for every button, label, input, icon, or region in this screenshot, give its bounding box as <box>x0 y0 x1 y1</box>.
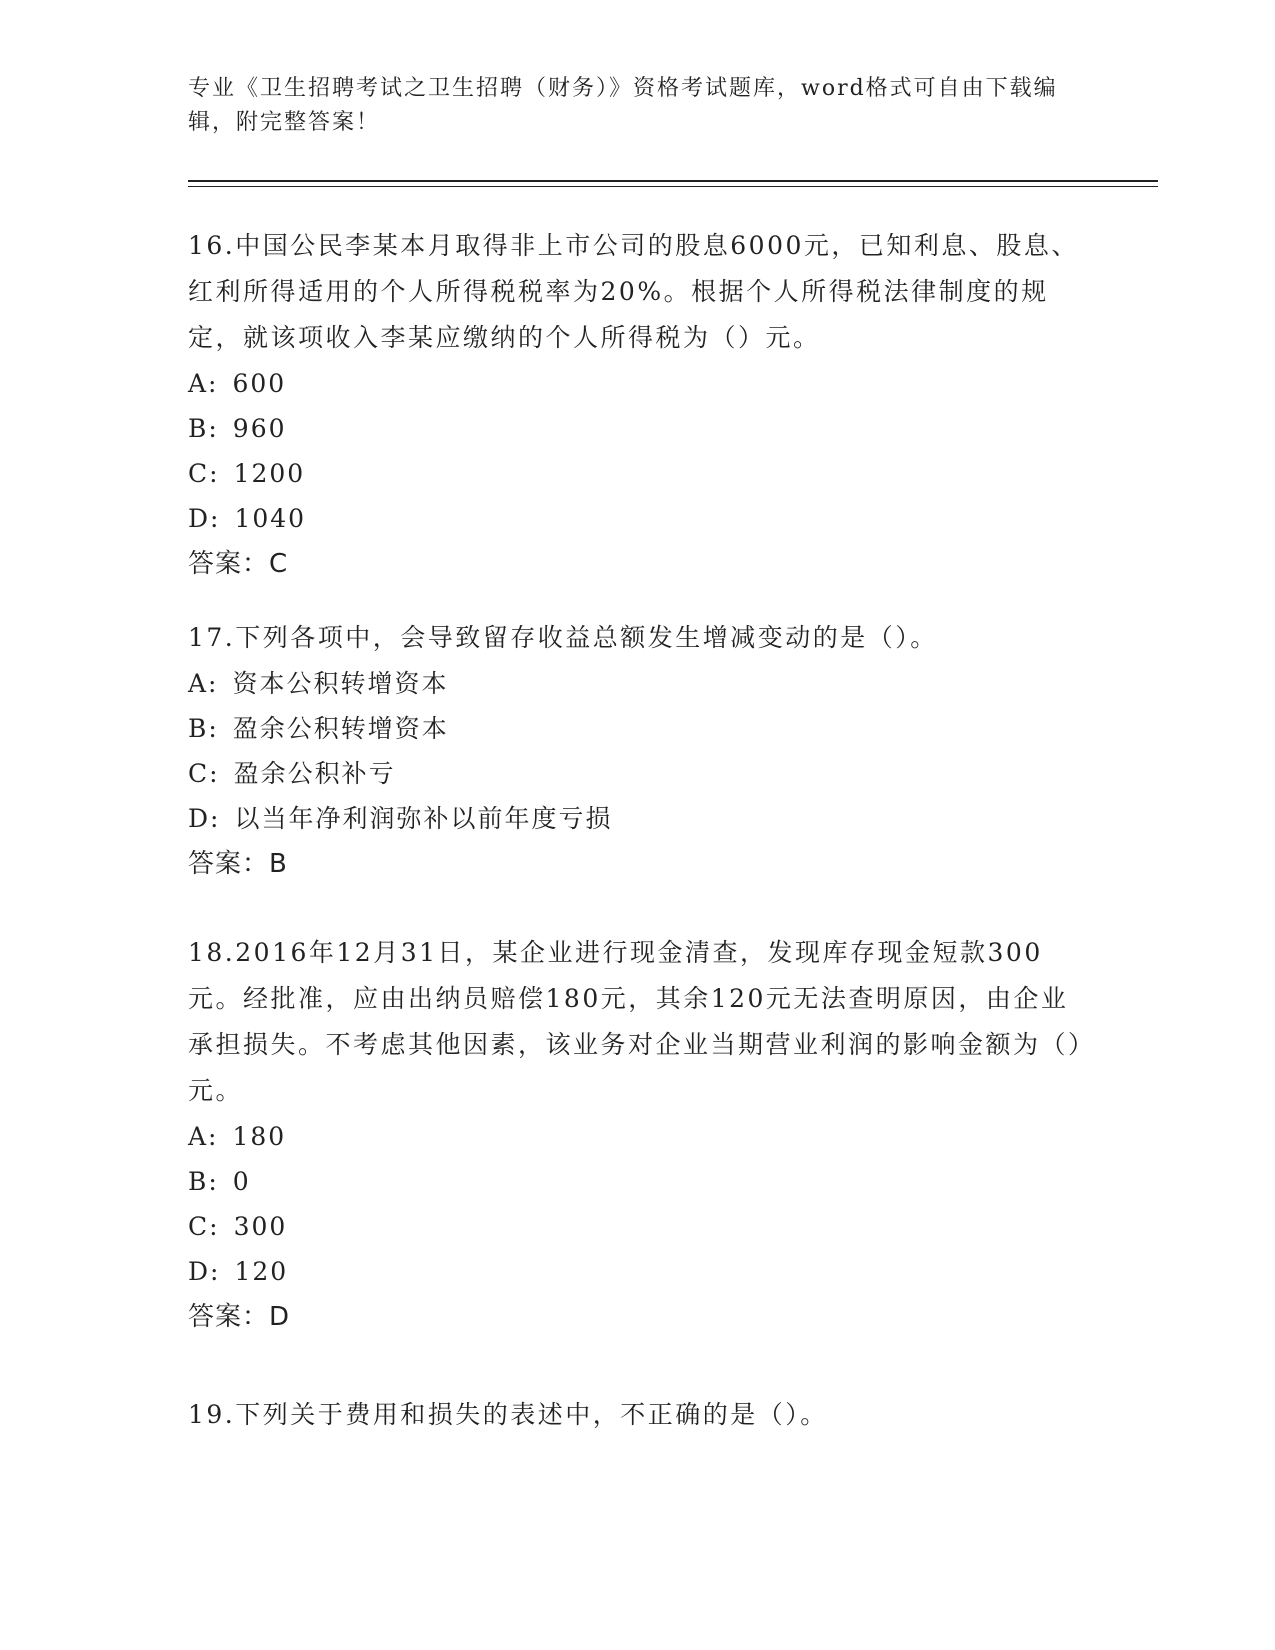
option-value: 180 <box>232 1122 287 1151</box>
option-b <box>188 406 1088 451</box>
option-value: 资本公积转增资本 <box>232 669 449 698</box>
option-label: A: <box>188 1122 219 1151</box>
answer-line: 答案：D <box>188 1302 291 1332</box>
option-c <box>188 1204 1088 1249</box>
question-stem: 19.下列关于费用和损失的表述中，不正确的是（）。 <box>188 1400 828 1429</box>
option-value: 盈余公积转增资本 <box>232 714 449 743</box>
question-stem: 17.下列各项中，会导致留存收益总额发生增减变动的是（）。 <box>188 623 938 652</box>
option-label: B: <box>188 414 219 443</box>
option-value: 盈余公积补亏 <box>233 759 396 788</box>
option-a <box>188 361 1088 406</box>
option-label: D: <box>188 804 221 833</box>
question-stem: 16.中国公民李某本月取得非上市公司的股息6000元，已知利息、股息、红利所得适用的个人所得税税率为20%。根据个人所得税法律制度的规定，就该项收入李某应缴纳的个人所得税为（）元。 <box>188 231 1079 352</box>
option-value: 120 <box>234 1257 289 1286</box>
option-value: 300 <box>233 1212 288 1241</box>
option-c <box>188 751 1088 796</box>
option-b <box>188 706 1088 751</box>
option-value: 1040 <box>234 504 307 533</box>
option-label: B: <box>188 714 219 743</box>
option-label: A: <box>188 369 219 398</box>
option-value: 960 <box>232 414 287 443</box>
document-header: 专业《卫生招聘考试之卫生招聘（财务）》资格考试题库，word格式可自由下载编辑，附完整答案！ <box>188 76 1058 135</box>
option-label: C: <box>188 1212 220 1241</box>
answer-line: 答案：B <box>188 849 288 879</box>
option-label: C: <box>188 459 220 488</box>
question-16 <box>188 223 1088 587</box>
option-b <box>188 1159 1088 1204</box>
question-19 <box>188 1392 1088 1438</box>
option-d <box>188 796 1088 841</box>
question-stem: 18.2016年12月31日，某企业进行现金清查，发现库存现金短款300元。经批准，应由出纳员赔偿180元，其余120元无法查明原因，由企业承担损失。不考虑其他因素，该业务对企业当期营业利润的影响金额为（）元。 <box>188 938 1084 1105</box>
option-a <box>188 661 1088 706</box>
option-label: A: <box>188 669 219 698</box>
option-c <box>188 451 1088 496</box>
option-label: B: <box>188 1167 219 1196</box>
answer-line: 答案：C <box>188 549 289 579</box>
option-label: D: <box>188 504 221 533</box>
option-label: D: <box>188 1257 221 1286</box>
option-value: 1200 <box>233 459 306 488</box>
question-18 <box>188 930 1088 1340</box>
option-value: 600 <box>232 369 287 398</box>
option-d <box>188 496 1088 541</box>
option-label: C: <box>188 759 220 788</box>
option-d <box>188 1249 1088 1294</box>
option-a <box>188 1114 1088 1159</box>
option-value: 0 <box>232 1167 251 1196</box>
header-divider <box>188 180 1158 187</box>
option-value: 以当年净利润弥补以前年度亏损 <box>234 804 613 833</box>
question-17 <box>188 615 1088 887</box>
